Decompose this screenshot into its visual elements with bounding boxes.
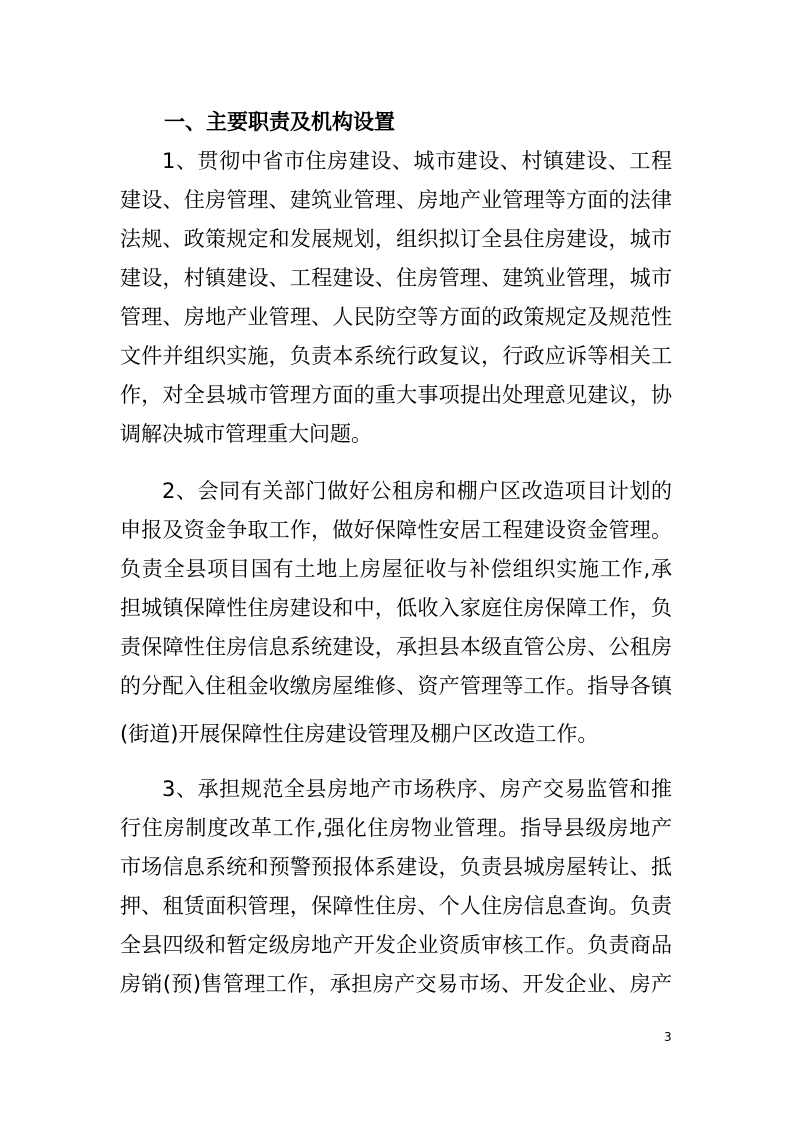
paragraph-line: 作，对全县城市管理方面的重大事项提出处理意见建议，协 [120, 383, 672, 407]
paragraph-line: 2、会同有关部门做好公租房和棚户区改造项目计划的 [162, 479, 672, 503]
paragraph-line: 法规、政策规定和发展规划，组织拟订全县住房建设，城市 [120, 227, 672, 251]
paragraph-line: 调解决城市管理重大问题。 [120, 422, 372, 446]
paragraph-line: 申报及资金争取工作，做好保障性安居工程建设资金管理。 [120, 518, 672, 542]
paragraph-line: 文件并组织实施，负责本系统行政复议，行政应诉等相关工 [120, 344, 672, 368]
paragraph-line: 管理、房地产业管理、人民防空等方面的政策规定及规范性 [120, 305, 672, 329]
paragraph-line: (街道)开展保障性住房建设管理及棚户区改造工作。 [120, 722, 599, 746]
paragraph-line: 建设，村镇建设、工程建设、住房管理、建筑业管理，城市 [120, 266, 672, 290]
paragraph-line: 担城镇保障性住房建设和中，低收入家庭住房保障工作，负 [120, 596, 672, 620]
paragraph-line: 负责全县项目国有土地上房屋征收与补偿组织实施工作,承 [120, 557, 672, 581]
section-heading: 一、主要职责及机构设置 [164, 110, 395, 134]
paragraph-line: 行住房制度改革工作,强化住房物业管理。指导县级房地产 [120, 816, 672, 840]
paragraph-line: 责保障性住房信息系统建设，承担县本级直管公房、公租房 [120, 635, 672, 659]
paragraph-line: 全县四级和暂定级房地产开发企业资质审核工作。负责商品 [120, 933, 672, 957]
paragraph-line: 3、承担规范全县房地产市场秩序、房产交易监管和推 [162, 777, 672, 801]
paragraph-line: 市场信息系统和预警预报体系建设，负责县城房屋转让、抵 [120, 855, 672, 879]
paragraph-line: 的分配入住租金收缴房屋维修、资产管理等工作。指导各镇 [120, 674, 672, 698]
paragraph-line: 押、租赁面积管理，保障性住房、个人住房信息查询。负责 [120, 894, 672, 918]
page-number: 3 [664, 1030, 672, 1044]
paragraph-line: 建设、住房管理、建筑业管理、房地产业管理等方面的法律 [120, 188, 672, 212]
paragraph-line: 房销(预)售管理工作，承担房产交易市场、开发企业、房产 [120, 972, 672, 996]
paragraph-line: 1、贯彻中省市住房建设、城市建设、村镇建设、工程 [162, 149, 672, 173]
